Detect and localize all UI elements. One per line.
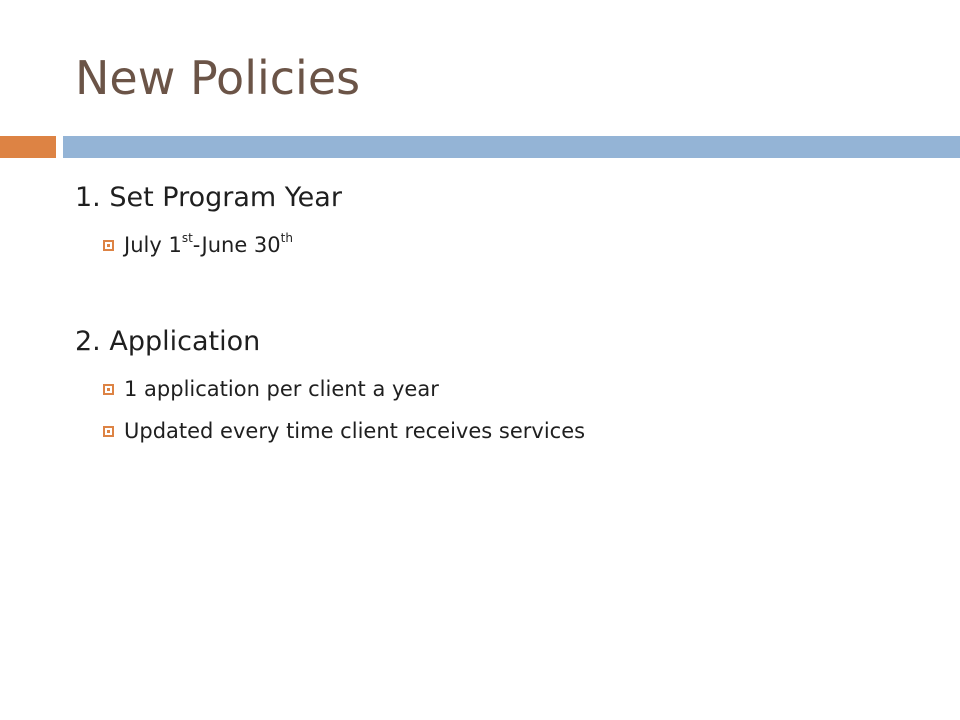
slide-body xyxy=(75,178,935,446)
section-heading-program-year: 1. Set Program Year xyxy=(75,182,342,213)
square-bullet-icon xyxy=(103,426,114,437)
bullet-program-year-dates xyxy=(103,230,935,260)
square-bullet-icon xyxy=(103,384,114,395)
section-heading-application: 2. Application xyxy=(75,326,261,357)
bullet-text: Updated every time client receives services xyxy=(124,419,586,443)
accent-bar-orange xyxy=(0,136,56,158)
square-bullet-icon xyxy=(103,240,114,251)
accent-bar-blue xyxy=(63,136,960,158)
bullet-application-updated xyxy=(103,416,935,446)
bullet-application-per-year xyxy=(103,374,935,404)
slide-title: New Policies xyxy=(75,51,361,105)
bullet-text: July 1st-June 30th xyxy=(124,231,293,257)
bullet-text: 1 application per client a year xyxy=(124,377,439,401)
